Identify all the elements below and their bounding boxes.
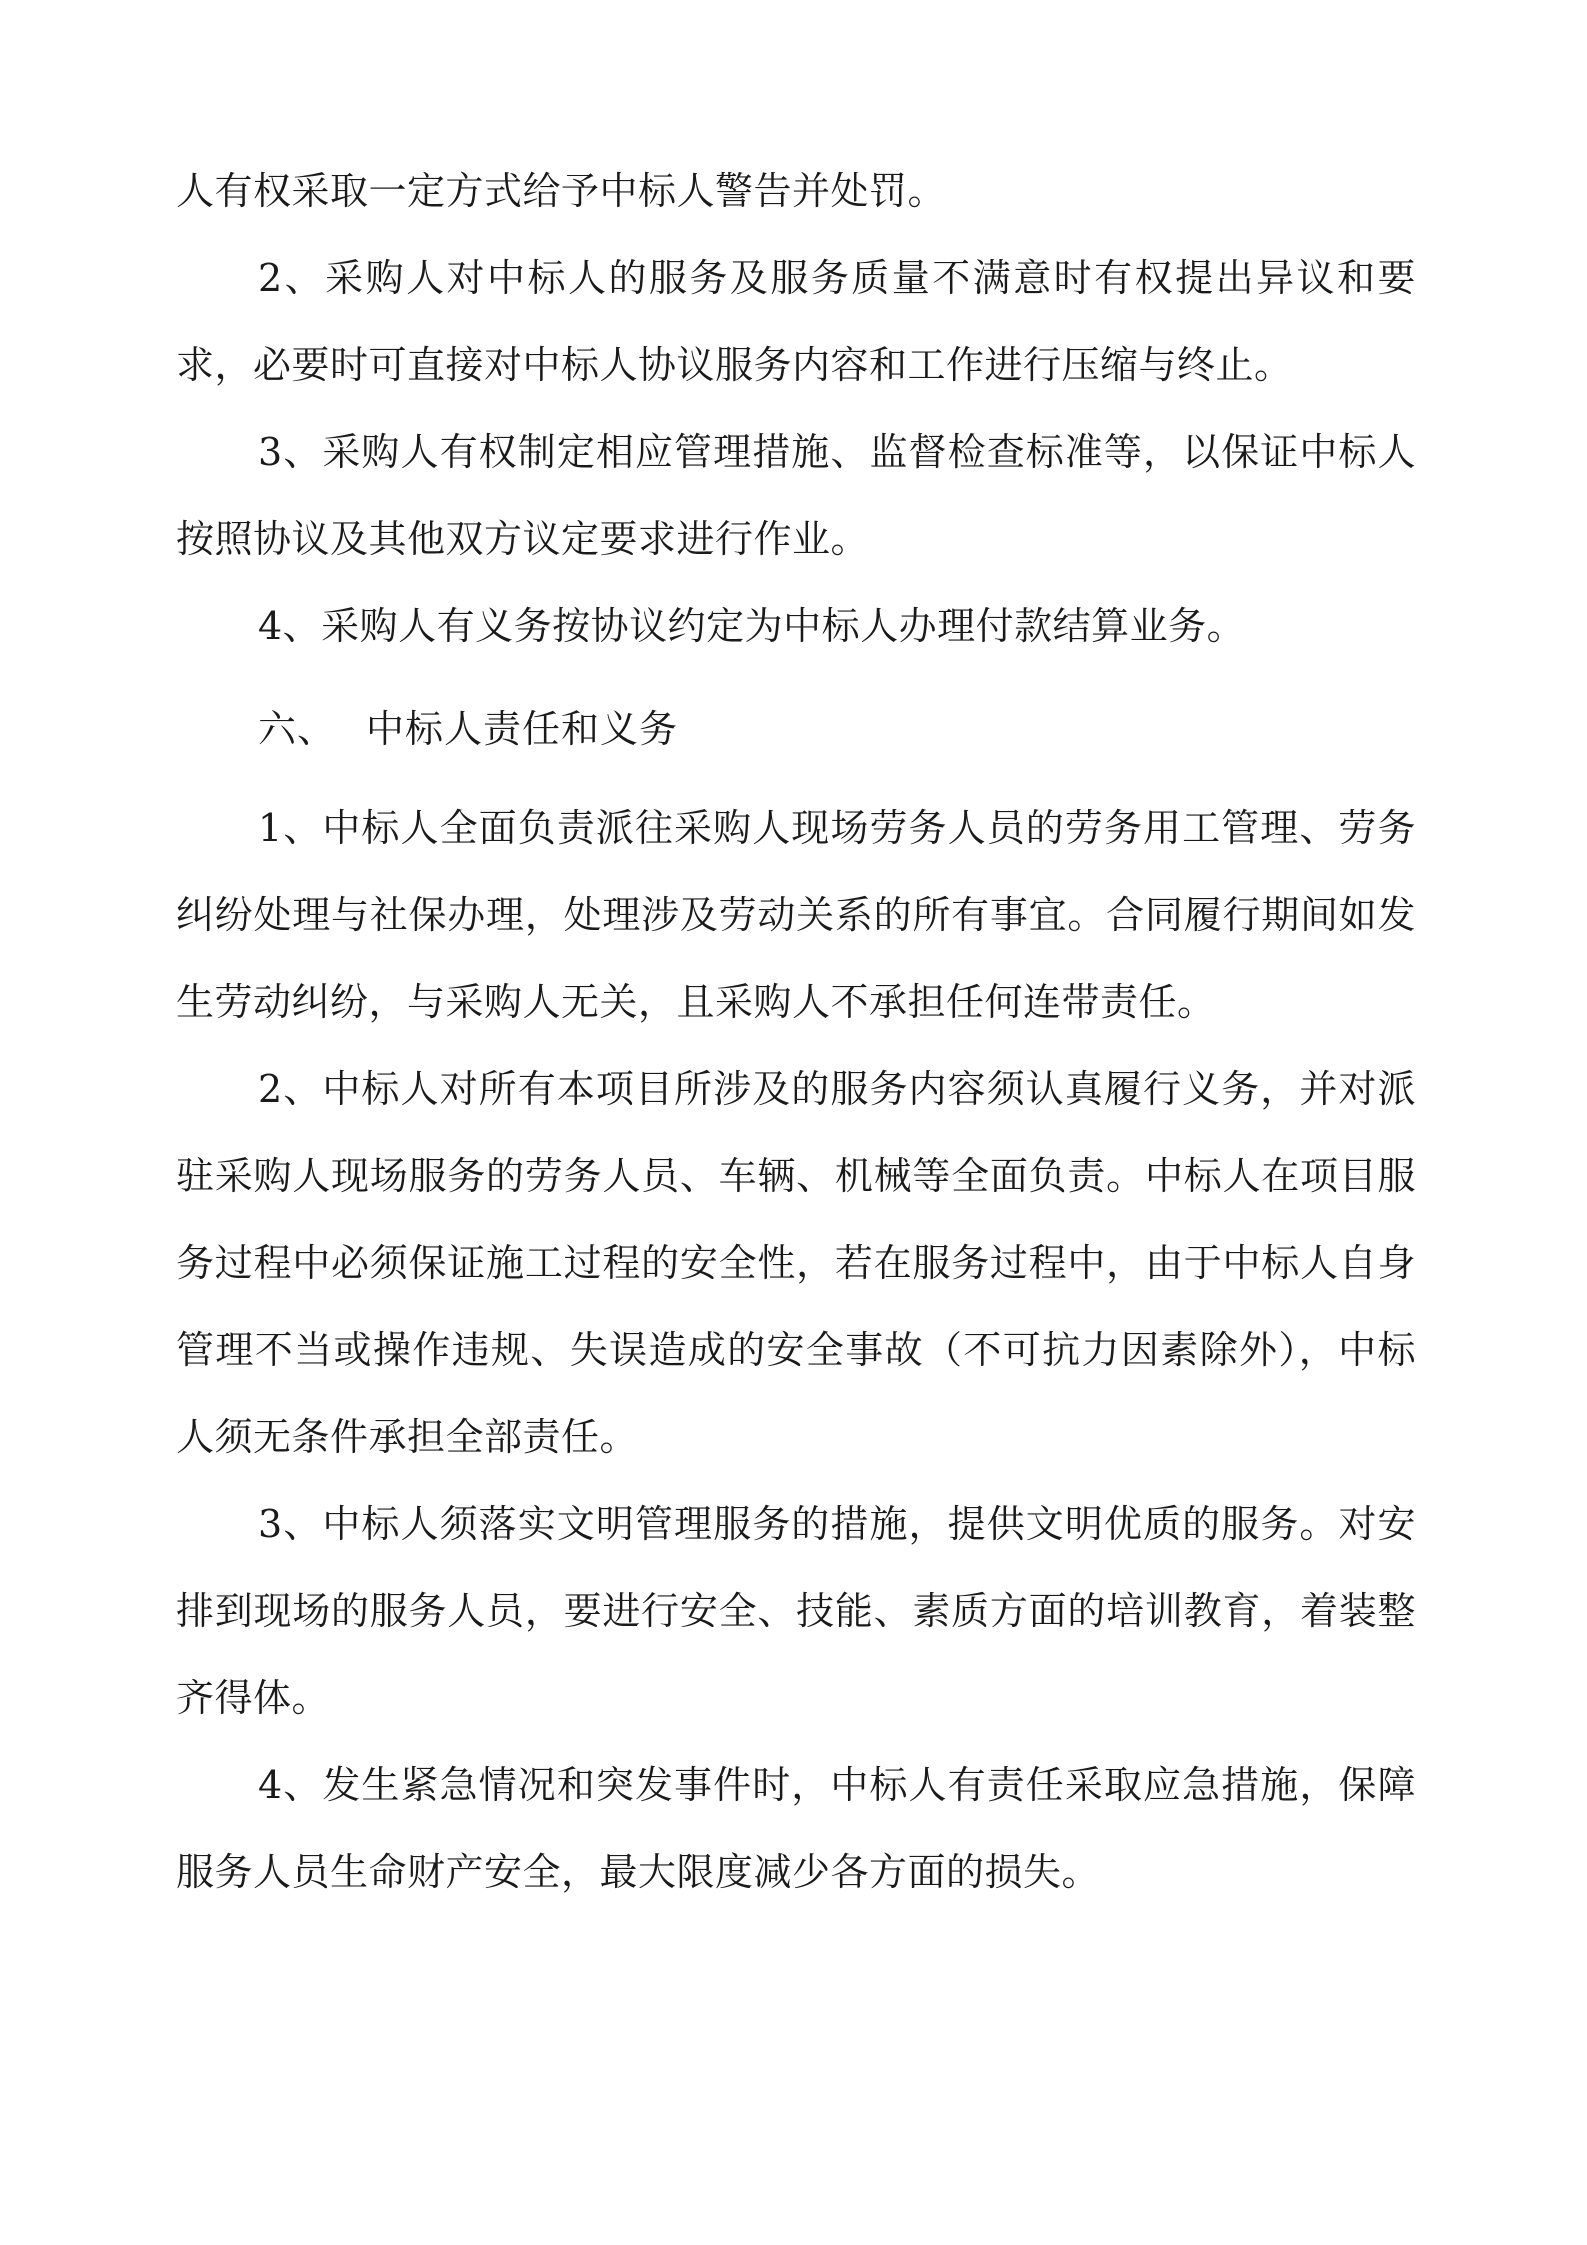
paragraph-bidder-item-4: 4、发生紧急情况和突发事件时，中标人有责任采取应急措施，保障服务人员生命财产安全，最大限度减少各方面的损失。	[176, 1763, 1416, 1894]
paragraph-bidder-item-1: 1、中标人全面负责派往采购人现场劳务人员的劳务用工管理、劳务纠纷处理与社保办理，处理涉及劳动关系的所有事宜。合同履行期间如发生劳动纠纷，与采购人无关，且采购人不承担任何连带责任。	[176, 806, 1416, 1024]
paragraph-bidder-item-3: 3、中标人须落实文明管理服务的措施，提供文明优质的服务。对安排到现场的服务人员，要进行安全、技能、素质方面的培训教育，着装整齐得体。	[176, 1502, 1416, 1720]
document-body	[176, 148, 1416, 1916]
paragraph-buyer-item-3: 3、采购人有权制定相应管理措施、监督检查标准等，以保证中标人按照协议及其他双方议定要求进行作业。	[176, 430, 1416, 561]
section-heading	[176, 687, 1416, 771]
paragraph-continuation: 人有权采取一定方式给予中标人警告并处罚。	[176, 169, 947, 213]
paragraph-bidder-item-2: 2、中标人对所有本项目所涉及的服务内容须认真履行义务，并对派驻采购人现场服务的劳务人员、车辆、机械等全面负责。中标人在项目服务过程中必须保证施工过程的安全性，若在服务过程中，由于中标人自身管理不当或操作违规、失误造成的安全事故（不可抗力因素除外），中标人须无条件承担全部责任。	[176, 1067, 1416, 1459]
section-number: 六、	[258, 707, 337, 751]
paragraph-buyer-item-2: 2、采购人对中标人的服务及服务质量不满意时有权提出异议和要求，必要时可直接对中标人协议服务内容和工作进行压缩与终止。	[176, 256, 1416, 387]
section-title: 中标人责任和义务	[366, 707, 679, 751]
paragraph-buyer-item-4: 4、采购人有义务按协议约定为中标人办理付款结算业务。	[258, 604, 1246, 648]
